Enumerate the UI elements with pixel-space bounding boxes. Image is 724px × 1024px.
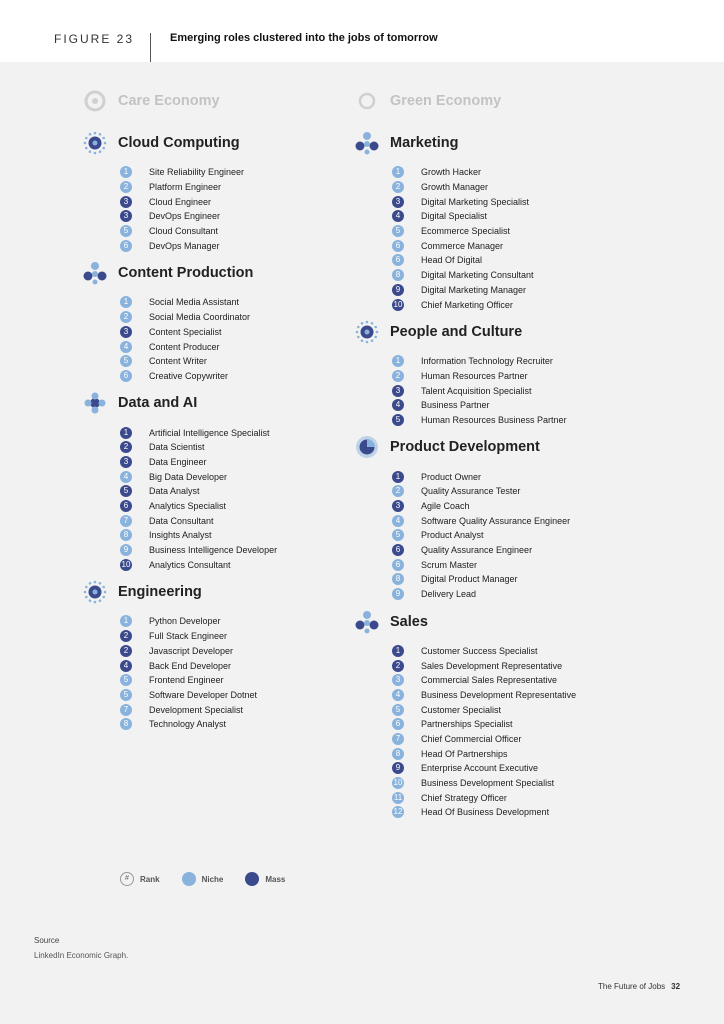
- role-name: Head Of Business Development: [421, 807, 550, 818]
- rank-badge-niche: 2: [392, 370, 404, 382]
- legend: [120, 872, 307, 886]
- rank-badge-niche: 5: [120, 674, 132, 686]
- rank-badge-niche: 8: [120, 718, 132, 730]
- role-list: [354, 469, 654, 601]
- category-title: Product Development: [390, 439, 540, 456]
- role-item: [82, 209, 382, 224]
- role-name: Javascript Developer: [149, 645, 234, 656]
- role-name: Talent Acquisition Specialist: [421, 385, 532, 396]
- role-item: [354, 732, 654, 747]
- role-item: [82, 688, 382, 703]
- role-item: [82, 455, 382, 470]
- rank-badge-mass: 3: [120, 196, 132, 208]
- role-name: Content Writer: [149, 356, 207, 367]
- role-name: Content Specialist: [149, 326, 222, 337]
- role-name: Software Quality Assurance Engineer: [421, 515, 571, 526]
- data-and-ai-icon: [82, 390, 108, 416]
- role-item: [354, 297, 654, 312]
- legend-mass: [245, 872, 285, 886]
- role-name: Scrum Master: [421, 559, 478, 570]
- role-item: [354, 572, 654, 587]
- role-item: [354, 165, 654, 180]
- role-list: [354, 644, 654, 820]
- legend-niche: [182, 872, 224, 886]
- rank-badge-niche: 6: [392, 254, 404, 266]
- role-list: [82, 165, 382, 253]
- rank-badge-mass: 3: [120, 326, 132, 338]
- role-name: Head Of Digital: [421, 255, 483, 266]
- role-name: Data Scientist: [149, 442, 205, 453]
- rank-badge-niche: 1: [392, 355, 404, 367]
- role-name: Software Developer Dotnet: [149, 689, 258, 700]
- figure-header: [0, 0, 724, 62]
- green-economy-icon: [354, 88, 380, 114]
- role-item: [82, 354, 382, 369]
- role-item: [354, 238, 654, 253]
- right-column: [354, 88, 654, 827]
- sales-icon: [354, 609, 380, 635]
- role-name: Big Data Developer: [149, 471, 228, 482]
- role-name: Digital Marketing Consultant: [421, 270, 534, 281]
- role-name: Commercial Sales Representative: [421, 675, 558, 686]
- category-title: Green Economy: [390, 93, 502, 109]
- role-item: [82, 528, 382, 543]
- role-item: [354, 369, 654, 384]
- role-item: [354, 644, 654, 659]
- role-name: Data Consultant: [149, 515, 214, 526]
- rank-badge-niche: 5: [392, 704, 404, 716]
- category-header: [354, 319, 654, 345]
- rank-badge-mass: 1: [392, 645, 404, 657]
- mass-dot-icon: [245, 872, 259, 886]
- role-item: [354, 180, 654, 195]
- role-name: Digital Product Manager: [421, 574, 518, 585]
- category-people-and-culture: [354, 319, 654, 427]
- engineering-icon: [82, 579, 108, 605]
- role-name: Platform Engineer: [149, 182, 222, 193]
- rank-badge-niche: 8: [392, 269, 404, 281]
- role-item: [354, 587, 654, 602]
- marketing-icon: [354, 130, 380, 156]
- role-item: [354, 484, 654, 499]
- role-item: [354, 224, 654, 239]
- rank-badge-niche: 7: [392, 733, 404, 745]
- cloud-computing-icon: [82, 130, 108, 156]
- role-name: Frontend Engineer: [149, 675, 224, 686]
- role-name: Agile Coach: [421, 501, 470, 512]
- rank-badge-niche: 12: [393, 807, 403, 817]
- role-item: [82, 194, 382, 209]
- role-list: [82, 295, 382, 383]
- role-item: [354, 673, 654, 688]
- figure-label: FIGURE 23: [54, 32, 135, 46]
- role-name: Python Developer: [149, 616, 221, 627]
- rank-badge-mass: 10: [393, 299, 403, 309]
- rank-badge-niche: 6: [120, 370, 132, 382]
- category-engineering: [82, 579, 382, 732]
- rank-badge-niche: 5: [392, 529, 404, 541]
- role-item: [82, 717, 382, 732]
- source-text: LinkedIn Economic Graph.: [34, 951, 129, 960]
- role-item: [82, 513, 382, 528]
- role-item: [82, 673, 382, 688]
- category-header: [82, 130, 382, 156]
- rank-badge-niche: 5: [120, 355, 132, 367]
- role-list: [82, 425, 382, 572]
- role-name: Artificial Intelligence Specialist: [149, 427, 270, 438]
- role-name: Human Resources Partner: [421, 370, 528, 381]
- category-care-economy: [82, 88, 382, 114]
- role-name: Chief Strategy Officer: [421, 792, 507, 803]
- role-item: [354, 658, 654, 673]
- rank-badge-mass: 2: [392, 660, 404, 672]
- category-content-production: [82, 260, 382, 383]
- legend-mass-label: Mass: [265, 874, 286, 884]
- role-name: Information Technology Recruiter: [421, 356, 553, 367]
- rank-badge-niche: 7: [120, 704, 132, 716]
- role-item: [354, 194, 654, 209]
- role-name: Commerce Manager: [421, 240, 504, 251]
- role-name: Enterprise Account Executive: [421, 763, 539, 774]
- rank-badge-mass: 9: [392, 762, 404, 774]
- product-development-icon: [354, 434, 380, 460]
- rank-badge-niche: 10: [393, 778, 403, 788]
- role-item: [354, 557, 654, 572]
- figure-title: Emerging roles clustered into the jobs of tomorrow: [170, 32, 438, 44]
- rank-badge-mass: 3: [120, 456, 132, 468]
- role-name: Analytics Consultant: [149, 559, 231, 570]
- category-header: [82, 390, 382, 416]
- rank-badge-niche: 8: [120, 529, 132, 541]
- rank-badge-niche: 1: [120, 296, 132, 308]
- role-name: Business Development Representative: [421, 689, 577, 700]
- role-item: [354, 776, 654, 791]
- category-marketing: [354, 130, 654, 312]
- role-item: [82, 339, 382, 354]
- role-item: [82, 425, 382, 440]
- role-name: Digital Marketing Manager: [421, 284, 527, 295]
- role-item: [82, 702, 382, 717]
- role-name: Chief Marketing Officer: [421, 299, 513, 310]
- role-item: [82, 238, 382, 253]
- role-name: Development Specialist: [149, 704, 244, 715]
- role-name: Quality Assurance Engineer: [421, 545, 533, 556]
- role-name: Content Producer: [149, 341, 220, 352]
- legend-niche-label: Niche: [201, 874, 224, 884]
- role-name: DevOps Engineer: [149, 211, 221, 222]
- category-sales: [354, 609, 654, 820]
- role-name: Business Development Specialist: [421, 778, 555, 789]
- content-production-icon: [82, 260, 108, 286]
- role-name: Growth Hacker: [421, 167, 482, 178]
- category-title: Sales: [390, 613, 428, 630]
- category-cloud-computing: [82, 130, 382, 253]
- rank-badge-niche: 8: [392, 573, 404, 585]
- role-item: [82, 614, 382, 629]
- role-name: Full Stack Engineer: [149, 631, 228, 642]
- role-name: Product Owner: [421, 471, 482, 482]
- role-name: Chief Commercial Officer: [421, 733, 522, 744]
- role-name: DevOps Manager: [149, 240, 220, 251]
- role-item: [354, 543, 654, 558]
- rank-badge-mass: 2: [120, 441, 132, 453]
- rank-badge-mass: 3: [392, 196, 404, 208]
- category-header: [82, 88, 382, 114]
- role-item: [354, 499, 654, 514]
- role-item: [354, 717, 654, 732]
- rank-badge-mass: 3: [392, 500, 404, 512]
- role-name: Quality Assurance Tester: [421, 486, 521, 497]
- rank-badge-niche: 5: [392, 225, 404, 237]
- role-item: [82, 310, 382, 325]
- page-number: 32: [671, 982, 681, 991]
- rank-badge-mass: 2: [120, 630, 132, 642]
- rank-badge-mass: 10: [121, 559, 131, 569]
- category-header: [82, 579, 382, 605]
- role-item: [354, 528, 654, 543]
- rank-badge-mass: 1: [120, 427, 132, 439]
- role-item: [82, 440, 382, 455]
- role-item: [354, 702, 654, 717]
- role-item: [82, 644, 382, 659]
- role-item: [354, 413, 654, 428]
- rank-badge-niche: 4: [120, 341, 132, 353]
- role-name: Ecommerce Specialist: [421, 226, 511, 237]
- role-item: [82, 369, 382, 384]
- role-item: [354, 513, 654, 528]
- role-item: [354, 283, 654, 298]
- role-item: [82, 325, 382, 340]
- rank-badge-mass: 3: [392, 385, 404, 397]
- role-name: Social Media Assistant: [149, 297, 240, 308]
- rank-badge-niche: 9: [392, 588, 404, 600]
- rank-badge-niche: 5: [120, 225, 132, 237]
- role-name: Back End Developer: [149, 660, 232, 671]
- rank-badge-niche: 9: [120, 544, 132, 556]
- rank-badge-niche: 2: [120, 181, 132, 193]
- category-title: Care Economy: [118, 93, 220, 109]
- role-name: Growth Manager: [421, 182, 489, 193]
- category-title: Data and AI: [118, 395, 198, 412]
- role-item: [82, 484, 382, 499]
- role-list: [354, 354, 654, 427]
- role-name: Digital Specialist: [421, 211, 488, 222]
- role-name: Partnerships Specialist: [421, 719, 513, 730]
- rank-badge-niche: 2: [120, 311, 132, 323]
- legend-rank-label: Rank: [140, 874, 160, 884]
- role-item: [82, 224, 382, 239]
- role-name: Technology Analyst: [149, 719, 227, 730]
- role-name: Data Analyst: [149, 486, 200, 497]
- rank-badge-niche: 6: [392, 240, 404, 252]
- rank-badge-niche: 2: [392, 181, 404, 193]
- rank-badge-niche: 7: [120, 515, 132, 527]
- role-item: [354, 790, 654, 805]
- role-name: Delivery Lead: [421, 589, 477, 600]
- role-name: Insights Analyst: [149, 530, 212, 541]
- role-name: Sales Development Representative: [421, 660, 563, 671]
- category-title: Marketing: [390, 135, 459, 151]
- role-name: Creative Copywriter: [149, 370, 229, 381]
- role-list: [354, 165, 654, 312]
- header-divider: [150, 33, 151, 62]
- rank-badge-niche: 4: [392, 689, 404, 701]
- role-name: Head Of Partnerships: [421, 748, 508, 759]
- role-item: [354, 268, 654, 283]
- role-item: [354, 398, 654, 413]
- role-item: [354, 209, 654, 224]
- role-item: [82, 629, 382, 644]
- category-data-and-ai: [82, 390, 382, 572]
- category-header: [354, 609, 654, 635]
- rank-badge-mass: 9: [392, 284, 404, 296]
- role-name: Data Engineer: [149, 456, 207, 467]
- category-product-development: [354, 434, 654, 601]
- left-column: [82, 88, 382, 739]
- role-name: Analytics Specialist: [149, 501, 227, 512]
- role-name: Human Resources Business Partner: [421, 414, 567, 425]
- category-title: People and Culture: [390, 323, 523, 340]
- role-item: [354, 746, 654, 761]
- role-name: Social Media Coordinator: [149, 312, 251, 323]
- role-item: [82, 180, 382, 195]
- rank-badge-niche: 6: [120, 240, 132, 252]
- rank-badge-mass: 1: [392, 471, 404, 483]
- category-header: [354, 88, 654, 114]
- rank-badge-mass: 4: [392, 210, 404, 222]
- role-item: [82, 658, 382, 673]
- role-item: [354, 805, 654, 820]
- role-name: Digital Marketing Specialist: [421, 196, 530, 207]
- role-item: [82, 499, 382, 514]
- rank-badge-mass: 6: [120, 500, 132, 512]
- rank-badge-mass: 5: [120, 485, 132, 497]
- rank-badge-niche: 1: [392, 166, 404, 178]
- role-name: Product Analyst: [421, 530, 484, 541]
- category-header: [354, 434, 654, 460]
- role-item: [354, 354, 654, 369]
- role-item: [82, 295, 382, 310]
- rank-icon: #: [120, 872, 134, 886]
- rank-badge-niche: 1: [120, 615, 132, 627]
- page-footer: [598, 982, 680, 991]
- role-item: [354, 761, 654, 776]
- rank-badge-niche: 1: [120, 166, 132, 178]
- role-name: Customer Specialist: [421, 704, 502, 715]
- role-name: Business Intelligence Developer: [149, 545, 278, 556]
- role-name: Business Partner: [421, 400, 490, 411]
- role-item: [82, 165, 382, 180]
- role-item: [354, 253, 654, 268]
- category-title: Engineering: [118, 584, 202, 601]
- niche-dot-icon: [182, 872, 196, 886]
- category-green-economy: [354, 88, 654, 114]
- rank-badge-mass: 6: [392, 544, 404, 556]
- rank-badge-niche: 3: [392, 674, 404, 686]
- category-title: Content Production: [118, 265, 254, 282]
- category-header: [354, 130, 654, 156]
- role-name: Site Reliability Engineer: [149, 167, 245, 178]
- role-item: [82, 557, 382, 572]
- care-economy-icon: [82, 88, 108, 114]
- role-item: [354, 383, 654, 398]
- publication-name: The Future of Jobs: [598, 982, 666, 991]
- source-label: Source: [34, 936, 60, 945]
- category-header: [82, 260, 382, 286]
- rank-badge-niche: 4: [392, 515, 404, 527]
- role-item: [82, 469, 382, 484]
- category-title: Cloud Computing: [118, 135, 240, 151]
- rank-badge-niche: 5: [120, 689, 132, 701]
- role-item: [354, 688, 654, 703]
- role-item: [82, 543, 382, 558]
- rank-badge-niche: 6: [392, 559, 404, 571]
- role-name: Cloud Engineer: [149, 196, 212, 207]
- rank-badge-mass: 4: [120, 660, 132, 672]
- role-item: [354, 469, 654, 484]
- role-list: [82, 614, 382, 732]
- rank-badge-niche: 2: [392, 485, 404, 497]
- rank-badge-mass: 2: [120, 645, 132, 657]
- rank-badge-niche: 4: [120, 471, 132, 483]
- role-name: Customer Success Specialist: [421, 645, 538, 656]
- rank-badge-mass: 4: [392, 399, 404, 411]
- rank-badge-mass: 3: [120, 210, 132, 222]
- rank-badge-niche: 8: [392, 748, 404, 760]
- people-and-culture-icon: [354, 319, 380, 345]
- legend-rank: [120, 872, 160, 886]
- rank-badge-mass: 5: [392, 414, 404, 426]
- rank-badge-niche: 6: [392, 718, 404, 730]
- rank-badge-niche: 11: [393, 792, 403, 802]
- role-name: Cloud Consultant: [149, 226, 219, 237]
